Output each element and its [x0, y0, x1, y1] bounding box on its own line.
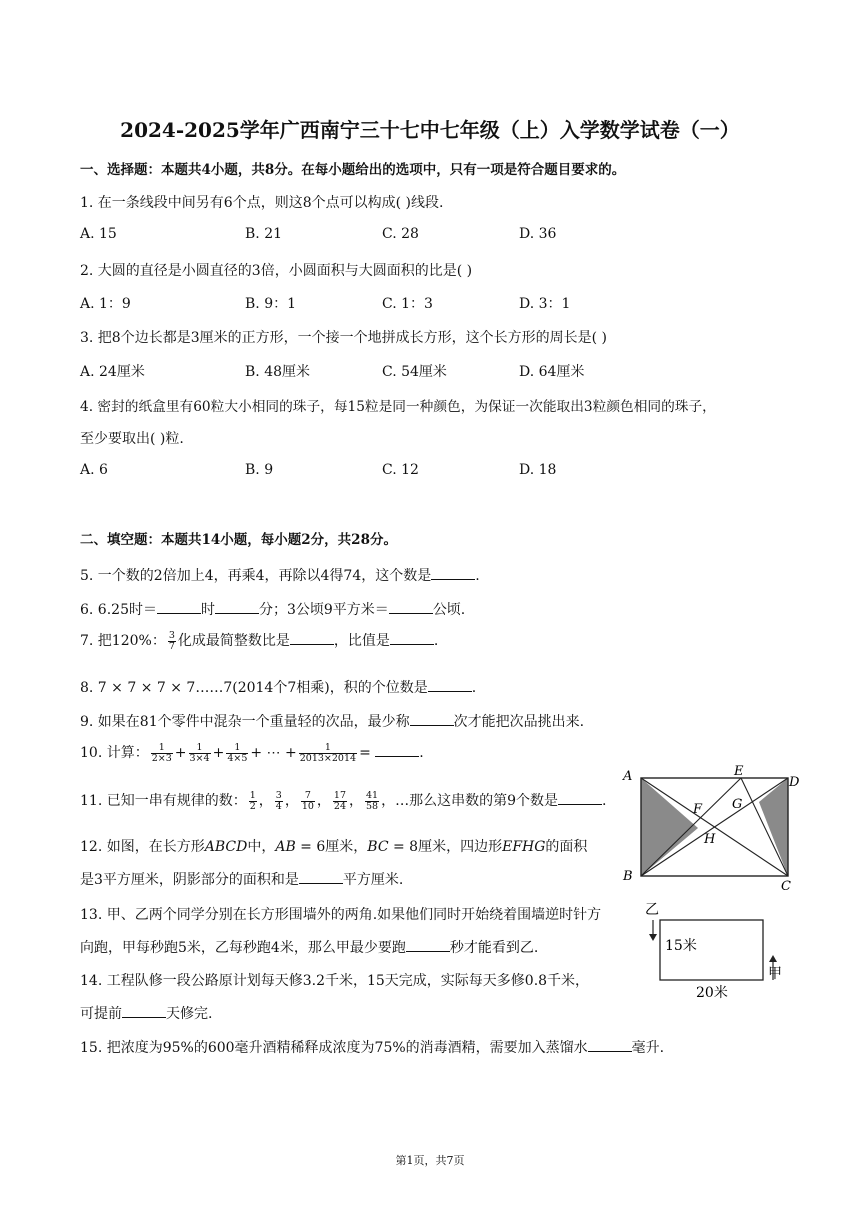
question-12-text-c: = 6厘米， [295, 839, 368, 855]
question-7-text-c: ，比值是 [333, 633, 390, 649]
question-9-text-a: 9. 如果在81个零件中混杂一个重量轻的次品，最少称 [80, 714, 410, 730]
answer-blank[interactable] [588, 1040, 632, 1052]
answer-blank[interactable] [410, 714, 454, 726]
fraction [299, 743, 357, 764]
denominator: 2013×2014 [299, 752, 357, 764]
fraction [151, 743, 173, 764]
separator: ， [258, 793, 273, 809]
numerator: 3 [275, 789, 282, 801]
question-13-text-b: 秒才能看到乙. [449, 940, 539, 956]
question-6-text-a: 6. 6.25时＝ [80, 602, 157, 618]
shaded-triangle-left [641, 778, 698, 876]
question-4-option-c: C. 12 [382, 462, 419, 478]
label-jia: 甲 [768, 966, 782, 982]
question-11-end: . [602, 793, 607, 809]
answer-blank[interactable] [389, 602, 433, 614]
separator: ， [349, 793, 363, 809]
fraction [301, 791, 315, 812]
question-6-text-b: 时 [200, 602, 215, 618]
question-15-end: 毫升. [631, 1040, 665, 1056]
question-1-option-a: A. 15 [80, 226, 117, 242]
question-5-text: 5. 一个数的2倍加上4，再乘4，再除以4得74，这个数是 [80, 568, 432, 584]
fraction [275, 791, 283, 812]
question-2-option-a: A. 1：9 [80, 296, 131, 312]
label-h: H [704, 832, 716, 847]
equals-sign: = [359, 745, 371, 761]
answer-blank[interactable] [431, 568, 475, 580]
numerator: 1 [226, 743, 248, 754]
denominator: 3×4 [189, 752, 210, 764]
fraction [249, 791, 257, 812]
label-yi: 乙 [645, 902, 659, 918]
denominator: 24 [333, 800, 346, 812]
question-12-text-line2b: 平方厘米. [342, 872, 404, 888]
label-d: D [789, 775, 800, 790]
question-8 [80, 677, 476, 697]
fraction [226, 743, 248, 764]
question-1-option-d: D. 36 [519, 226, 557, 242]
question-14-text-b: 天修完. [166, 1006, 213, 1022]
answer-blank[interactable] [157, 602, 201, 614]
numerator: 1 [189, 743, 211, 754]
section-fill-heading: 二、填空题：本题共14小题，每小题2分，共28分。 [80, 532, 397, 548]
answer-blank[interactable] [290, 633, 334, 645]
plus-sign: + [212, 745, 225, 761]
answer-blank[interactable] [558, 793, 602, 805]
denominator: 10 [301, 800, 314, 812]
question-5 [80, 565, 480, 585]
question-2-option-d: D. 3：1 [519, 296, 571, 312]
page-footer: 第1页，共7页 [395, 1154, 465, 1167]
question-12-text-b: 中， [247, 839, 276, 855]
question-12-text-e: 的面积 [545, 839, 588, 855]
question-2-stem: 2. 大圆的直径是小圆直径的3倍，小圆面积与大圆面积的比是( ) [80, 263, 473, 279]
label-a: A [623, 769, 633, 784]
denominator: 4×5 [227, 752, 248, 764]
question-3-option-d: D. 64厘米 [519, 364, 585, 380]
question-14-line2 [80, 1003, 212, 1023]
fraction [189, 743, 211, 764]
label-c: C [781, 879, 791, 892]
question-4-stem-line1: 4. 密封的纸盒里有60粒大小相同的珠子，每15粒是同一种颜色，为保证一次能取出3粒颜色相同的珠子， [80, 399, 716, 415]
arrow-down-head-icon [649, 934, 657, 941]
question-10-text: 10. 计算： [80, 745, 149, 761]
label-f: F [693, 802, 703, 817]
question-12-text-a: 12. 如图，在长方形 [80, 839, 205, 855]
answer-blank[interactable] [299, 872, 343, 884]
question-2-option-c: C. 1：3 [382, 296, 433, 312]
separator: ， [316, 793, 331, 809]
question-9-text-b: 次才能把次品挑出来. [453, 714, 585, 730]
fraction [365, 791, 379, 812]
section-choice-heading: 一、选择题：本题共4小题，共8分。在每小题给出的选项中，只有一项是符合题目要求的。 [80, 162, 626, 178]
numerator: 1 [151, 743, 173, 754]
question-12-line1 [80, 836, 587, 856]
question-3-stem: 3. 把8个边长都是3厘米的正方形，一个接一个地拼成长方形，这个长方形的周长是( ) [80, 330, 607, 346]
numerator: 3 [168, 629, 175, 641]
question-1-stem: 1. 在一条线段中间另有6个点，则这8个点可以构成( )线段. [80, 195, 444, 211]
ellipsis-sum: + ⋯ + [250, 745, 297, 761]
question-3-option-a: A. 24厘米 [80, 364, 145, 380]
question-4-option-a: A. 6 [80, 462, 108, 478]
denominator: 58 [366, 800, 379, 812]
math-abcd: ABCD [204, 839, 248, 855]
rectangle-abcd-figure [620, 762, 800, 892]
question-4-option-b: B. 9 [245, 462, 274, 478]
numerator: 41 [366, 789, 379, 801]
denominator: 2×3 [151, 752, 172, 764]
denominator: 4 [275, 800, 282, 812]
plus-sign: + [174, 745, 187, 761]
answer-blank[interactable] [122, 1006, 166, 1018]
question-12-text-d: = 8厘米，四边形 [388, 839, 503, 855]
question-8-text: 8. 7 × 7 × 7 × 7……7(2014个7相乘)，积的个位数是 [80, 680, 428, 696]
question-4-option-d: D. 18 [519, 462, 557, 478]
question-11-text: 11. 已知一串有规律的数： [80, 793, 247, 809]
question-12-text-line2a: 是3平方厘米，阴影部分的面积和是 [80, 872, 299, 888]
question-13-line1: 13. 甲、乙两个同学分别在长方形围墙外的两角.如果他们同时开始绕着围墙逆时针方 [80, 907, 602, 923]
question-9 [80, 711, 584, 731]
question-1-option-c: C. 28 [382, 226, 419, 242]
label-height: 15米 [665, 938, 697, 954]
separator: ， [284, 793, 299, 809]
math-bc: BC [367, 839, 389, 855]
label-e: E [734, 764, 744, 779]
numerator: 1 [299, 743, 357, 754]
question-7-text-b: 化成最简整数比是 [177, 633, 290, 649]
question-6-text-d: 公顷. [432, 602, 466, 618]
denominator: 7 [168, 640, 175, 652]
answer-blank[interactable] [428, 680, 472, 692]
question-11 [80, 790, 606, 811]
answer-blank[interactable] [215, 602, 259, 614]
question-10-end: . [419, 745, 424, 761]
wall-rectangle-figure [640, 890, 790, 1005]
question-7-text-a: 7. 把120%： [80, 633, 166, 649]
question-1-option-b: B. 21 [245, 226, 283, 242]
label-g: G [732, 797, 743, 812]
numerator: 1 [249, 789, 256, 801]
question-5-end: . [475, 568, 480, 584]
answer-blank[interactable] [375, 745, 419, 757]
label-b: B [623, 869, 633, 884]
question-6 [80, 599, 465, 619]
question-15-text: 15. 把浓度为95%的600毫升酒精稀释成浓度为75%的消毒酒精，需要加入蒸馏水 [80, 1040, 588, 1056]
question-7-text-d: . [433, 633, 439, 649]
question-14-line1: 14. 工程队修一段公路原计划每天修3.2千米，15天完成，实际每天多修0.8千米， [80, 973, 590, 989]
arrow-up-head-icon [769, 955, 777, 962]
question-2-option-b: B. 9：1 [245, 296, 297, 312]
question-13-line2 [80, 937, 538, 957]
question-7 [80, 630, 438, 651]
answer-blank[interactable] [390, 633, 434, 645]
math-efhg: EFHG [502, 839, 546, 855]
denominator: 2 [249, 800, 256, 812]
question-3-option-b: B. 48厘米 [245, 364, 311, 380]
question-15 [80, 1037, 664, 1057]
math-ab: AB [275, 839, 296, 855]
label-width: 20米 [696, 985, 728, 1001]
shaded-triangle-right [759, 778, 788, 876]
question-4-stem-line2: 至少要取出( )粒. [80, 431, 184, 447]
numerator: 7 [301, 791, 315, 802]
question-3-option-c: C. 54厘米 [382, 364, 447, 380]
fraction [333, 791, 347, 812]
question-11-text-b: ，…那么这串数的第9个数是 [381, 793, 559, 809]
page-title: 2024-2025学年广西南宁三十七中七年级（上）入学数学试卷（一） [120, 118, 740, 142]
question-12-line2 [80, 869, 403, 889]
fraction [168, 631, 176, 652]
answer-blank[interactable] [406, 940, 450, 952]
numerator: 17 [333, 789, 346, 801]
question-14-text-a: 可提前 [80, 1006, 122, 1022]
question-13-text-a: 向跑，甲每秒跑5米，乙每秒跑4米，那么甲最少要跑 [80, 940, 406, 956]
question-6-text-c: 分；3公顷9平方米＝ [258, 602, 389, 618]
question-8-end: . [471, 680, 477, 696]
question-10 [80, 742, 424, 763]
